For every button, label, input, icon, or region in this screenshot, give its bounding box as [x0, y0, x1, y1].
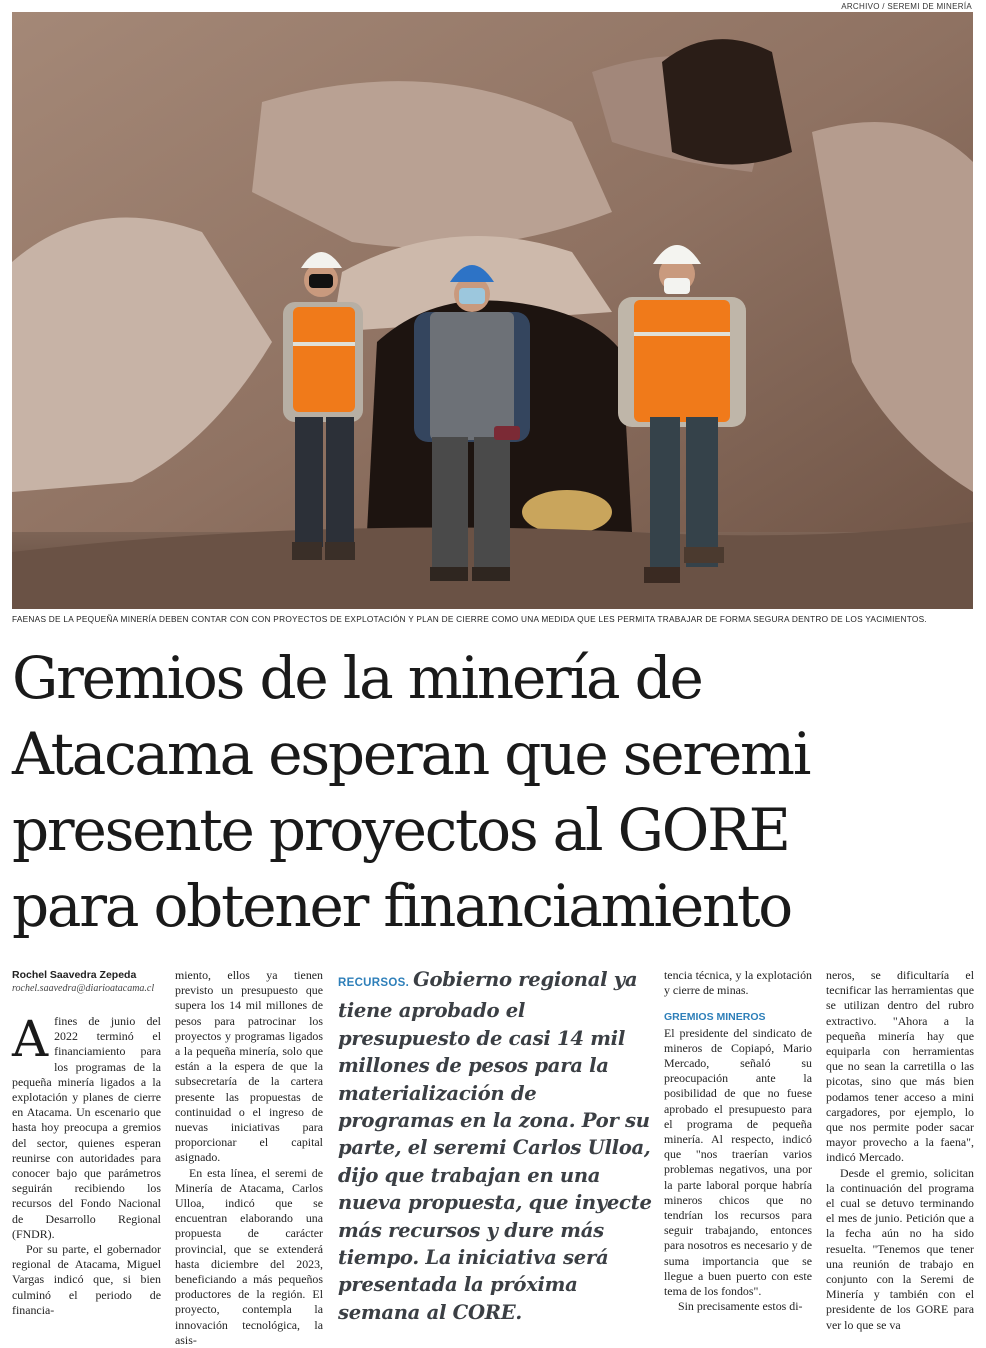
- pull-quote: [338, 966, 653, 1326]
- article-column-1: [12, 968, 161, 1318]
- body-paragraph: Sin precisamente estos di-: [678, 1299, 803, 1314]
- pull-quote-tag: RECURSOS.: [338, 977, 410, 989]
- headline-line: presente proyectos al GORE: [12, 796, 789, 864]
- article-column-2: [175, 968, 323, 1348]
- pull-quote-text: Gobierno regional ya tiene aprobado el presupuesto de casi 14 mil millones de pesos para la materialización de programas en la zona. Por su parte, el seremi Carlos Ulloa, dijo que trabajan en una nueva propuesta, que inyecte más recursos y dure más tiempo. La iniciativa será presentada la próxima semana al CORE.: [338, 968, 652, 1324]
- headline-line: Gremios de la minería de: [12, 644, 702, 712]
- body-paragraph: El presidente del sindicato de mineros de Copiapó, Mario Mercado, señaló su preocupación ante la posibilidad de que no fuese aprobado el presupuesto para el programa de pequeña minería. Al respecto, indicó que "nos traerían varios problemas negativos, una por la parte laboral porque habría mineros chicos que no tendrían los recursos para seguir trabajando, entonces para nosotros es necesario y de suma importancia que se llegue a buen puerto con este tema de los fondos".: [664, 1025, 812, 1299]
- drop-cap: A: [12, 1010, 49, 1068]
- author-email: rochel.saavedra@diarioatacama.cl: [12, 983, 155, 994]
- photo-caption: FAENAS DE LA PEQUEÑA MINERÍA DEBEN CONTAR CON CON PROYECTOS DE EXPLOTACIÓN Y PLAN DE CIERRE COMO UNA MEDIDA QUE LES PERMITA TRABAJAR DE FORMA SEGURA DENTRO DE LOS YACIMIENTOS.: [12, 614, 927, 624]
- body-paragraph: En esta línea, el seremi de Minería de Atacama, Carlos Ulloa, indicó que se encuentran elaborando una propuesta de carácter provincial, que se extenderá hasta diciembre del 2023, beneficiando a más pequeños productores de la región. El proyecto, contempla la innovación tecnológica, la asis-: [175, 1165, 323, 1347]
- body-paragraph: fines de junio del 2022 terminó el financiamiento para los programas de la pequeña minería ligados a la explotación y planes de cierre en Atacama. Un escenario que hasta hoy preocupa a gremios del sector, quienes esperan reunirse con autoridades para conocer bajo que parámetros seguirán recibiendo los recursos del Fondo Nacional de Desarrollo Regional (FNDR).: [12, 1014, 161, 1241]
- photo-credit: ARCHIVO / SEREMI DE MINERÍA: [841, 2, 972, 11]
- body-paragraph: Por su parte, el gobernador regional de Atacama, Miguel Vargas indicó que, si bien culminó el periodo de financia-: [12, 1242, 161, 1317]
- headline: [12, 640, 912, 944]
- headline-line: para obtener financiamiento: [12, 872, 791, 940]
- author-name: Rochel Saavedra Zepeda: [12, 969, 137, 981]
- section-subhead: GREMIOS MINEROS: [664, 1011, 766, 1024]
- headline-line: Atacama esperan que seremi: [12, 720, 810, 788]
- body-paragraph: miento, ellos ya tienen previsto un presupuesto que supera los 14 mil millones de pesos para patrocinar los proyectos y programas ligados a la pequeña minería, solo que están a la espera de que la subsecretaría de la cartera presente las propuestas de continuidad o el ingreso de nuevas iniciativas para proporcionar el capital asignado.: [175, 968, 323, 1165]
- lead-paragraph-wrap: [12, 1010, 161, 1242]
- body-paragraph: Desde el gremio, solicitan la continuación del programa el cual se detuvo terminando el mes de junio. Petición que a la fecha aún no ha sido resuelta. "Tenemos que tener una reunión de trabajo en conjunto con la Seremi de Minería y también con el presidente de los GORE para ver lo que se va: [826, 1165, 974, 1332]
- body-paragraph: tencia técnica, y la explotación y cierre de minas.: [664, 968, 812, 998]
- article-photo: [12, 12, 973, 609]
- body-paragraph: neros, se dificultaría el tecnificar las herramientas que se utilizan dentro del rubro extractivo. "Ahora a la pequeña minería hay que equiparla con herramientas que no sean la carretilla o las picotas, sino que más bien podamos tener acceso a mini cargadores, por ejemplo, lo que nos permite poder sacar mayor provecho a la faena", indicó Mercado.: [826, 968, 974, 1165]
- article-column-5: [826, 968, 974, 1333]
- article-column-4: [664, 968, 812, 1314]
